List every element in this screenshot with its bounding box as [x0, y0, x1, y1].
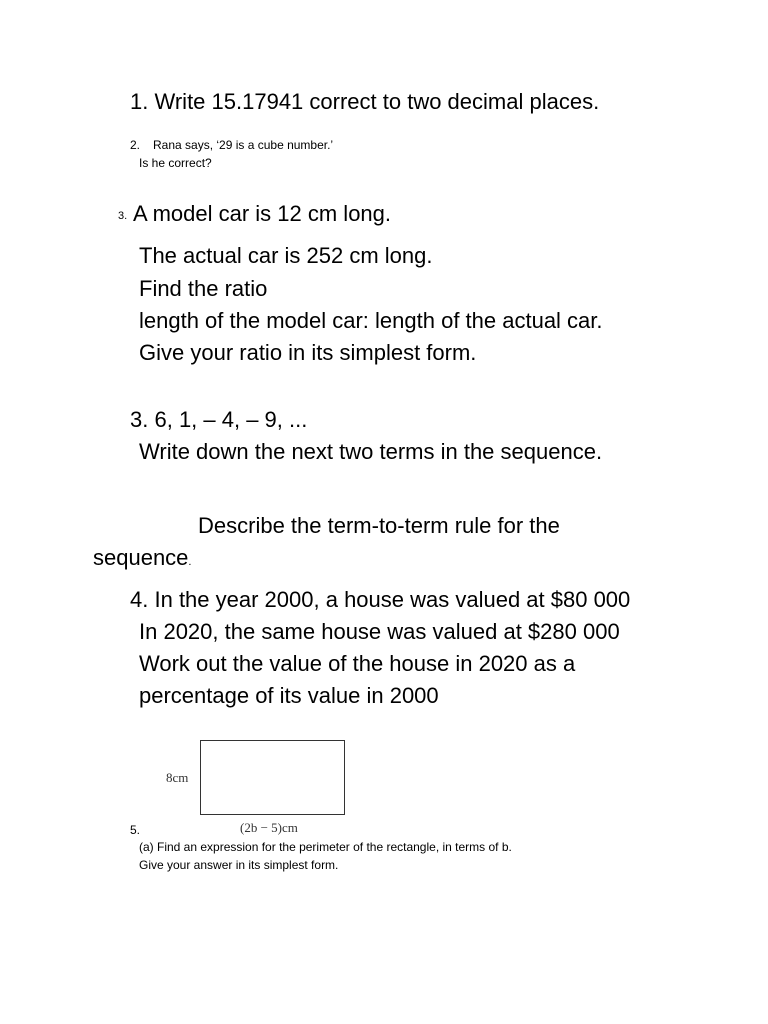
question-2-number: 2. [130, 138, 141, 152]
question-4-number: 4. [130, 587, 149, 612]
rectangle-width-label: (2b − 5)cm [240, 820, 298, 835]
question-4-line1: In the year 2000, a house was valued at $80 000 [154, 587, 631, 612]
question-4 [130, 584, 630, 616]
question-3a-line4: length of the model car: length of the actual car. [139, 308, 603, 333]
question-5-number: 5. [130, 823, 141, 837]
question-3a-line1: A model car is 12 cm long. [133, 201, 392, 226]
question-3a-number: 3. [118, 210, 128, 222]
question-3b-line2: Write down the next two terms in the sequence. [139, 439, 603, 464]
question-3b-number: 3. [130, 407, 149, 432]
question-4-line2: In 2020, the same house was valued at $280 000 [139, 619, 620, 644]
question-3b-sequence: 6, 1, – 4, – 9, ... [154, 407, 308, 432]
question-3a-line3: Find the ratio [139, 276, 268, 301]
question-3b-line4-text: sequence [93, 545, 189, 570]
question-5-line2: Give your answer in its simplest form. [139, 858, 339, 872]
rectangle-height-label: 8cm [166, 770, 189, 785]
question-2-line1: Rana says, ‘29 is a cube number.’ [153, 138, 334, 152]
question-1-number: 1. [130, 89, 149, 114]
question-3b-line4-end: . [188, 556, 192, 568]
question-3a-line5: Give your ratio in its simplest form. [139, 340, 477, 365]
question-3b-line4 [93, 542, 191, 578]
question-3b [130, 404, 307, 436]
question-1 [130, 86, 599, 118]
question-3a-line2: The actual car is 252 cm long. [139, 243, 433, 268]
question-4-line4: percentage of its value in 2000 [139, 683, 439, 708]
question-3b-line3: Describe the term-to-term rule for the [198, 513, 560, 538]
question-2-line2: Is he correct? [139, 156, 212, 170]
rectangle-diagram [200, 740, 345, 815]
question-1-text: Write 15.17941 correct to two decimal places. [154, 89, 600, 114]
question-4-line3: Work out the value of the house in 2020 as a [139, 651, 576, 676]
question-5-line1: (a) Find an expression for the perimeter of the rectangle, in terms of b. [139, 840, 512, 854]
